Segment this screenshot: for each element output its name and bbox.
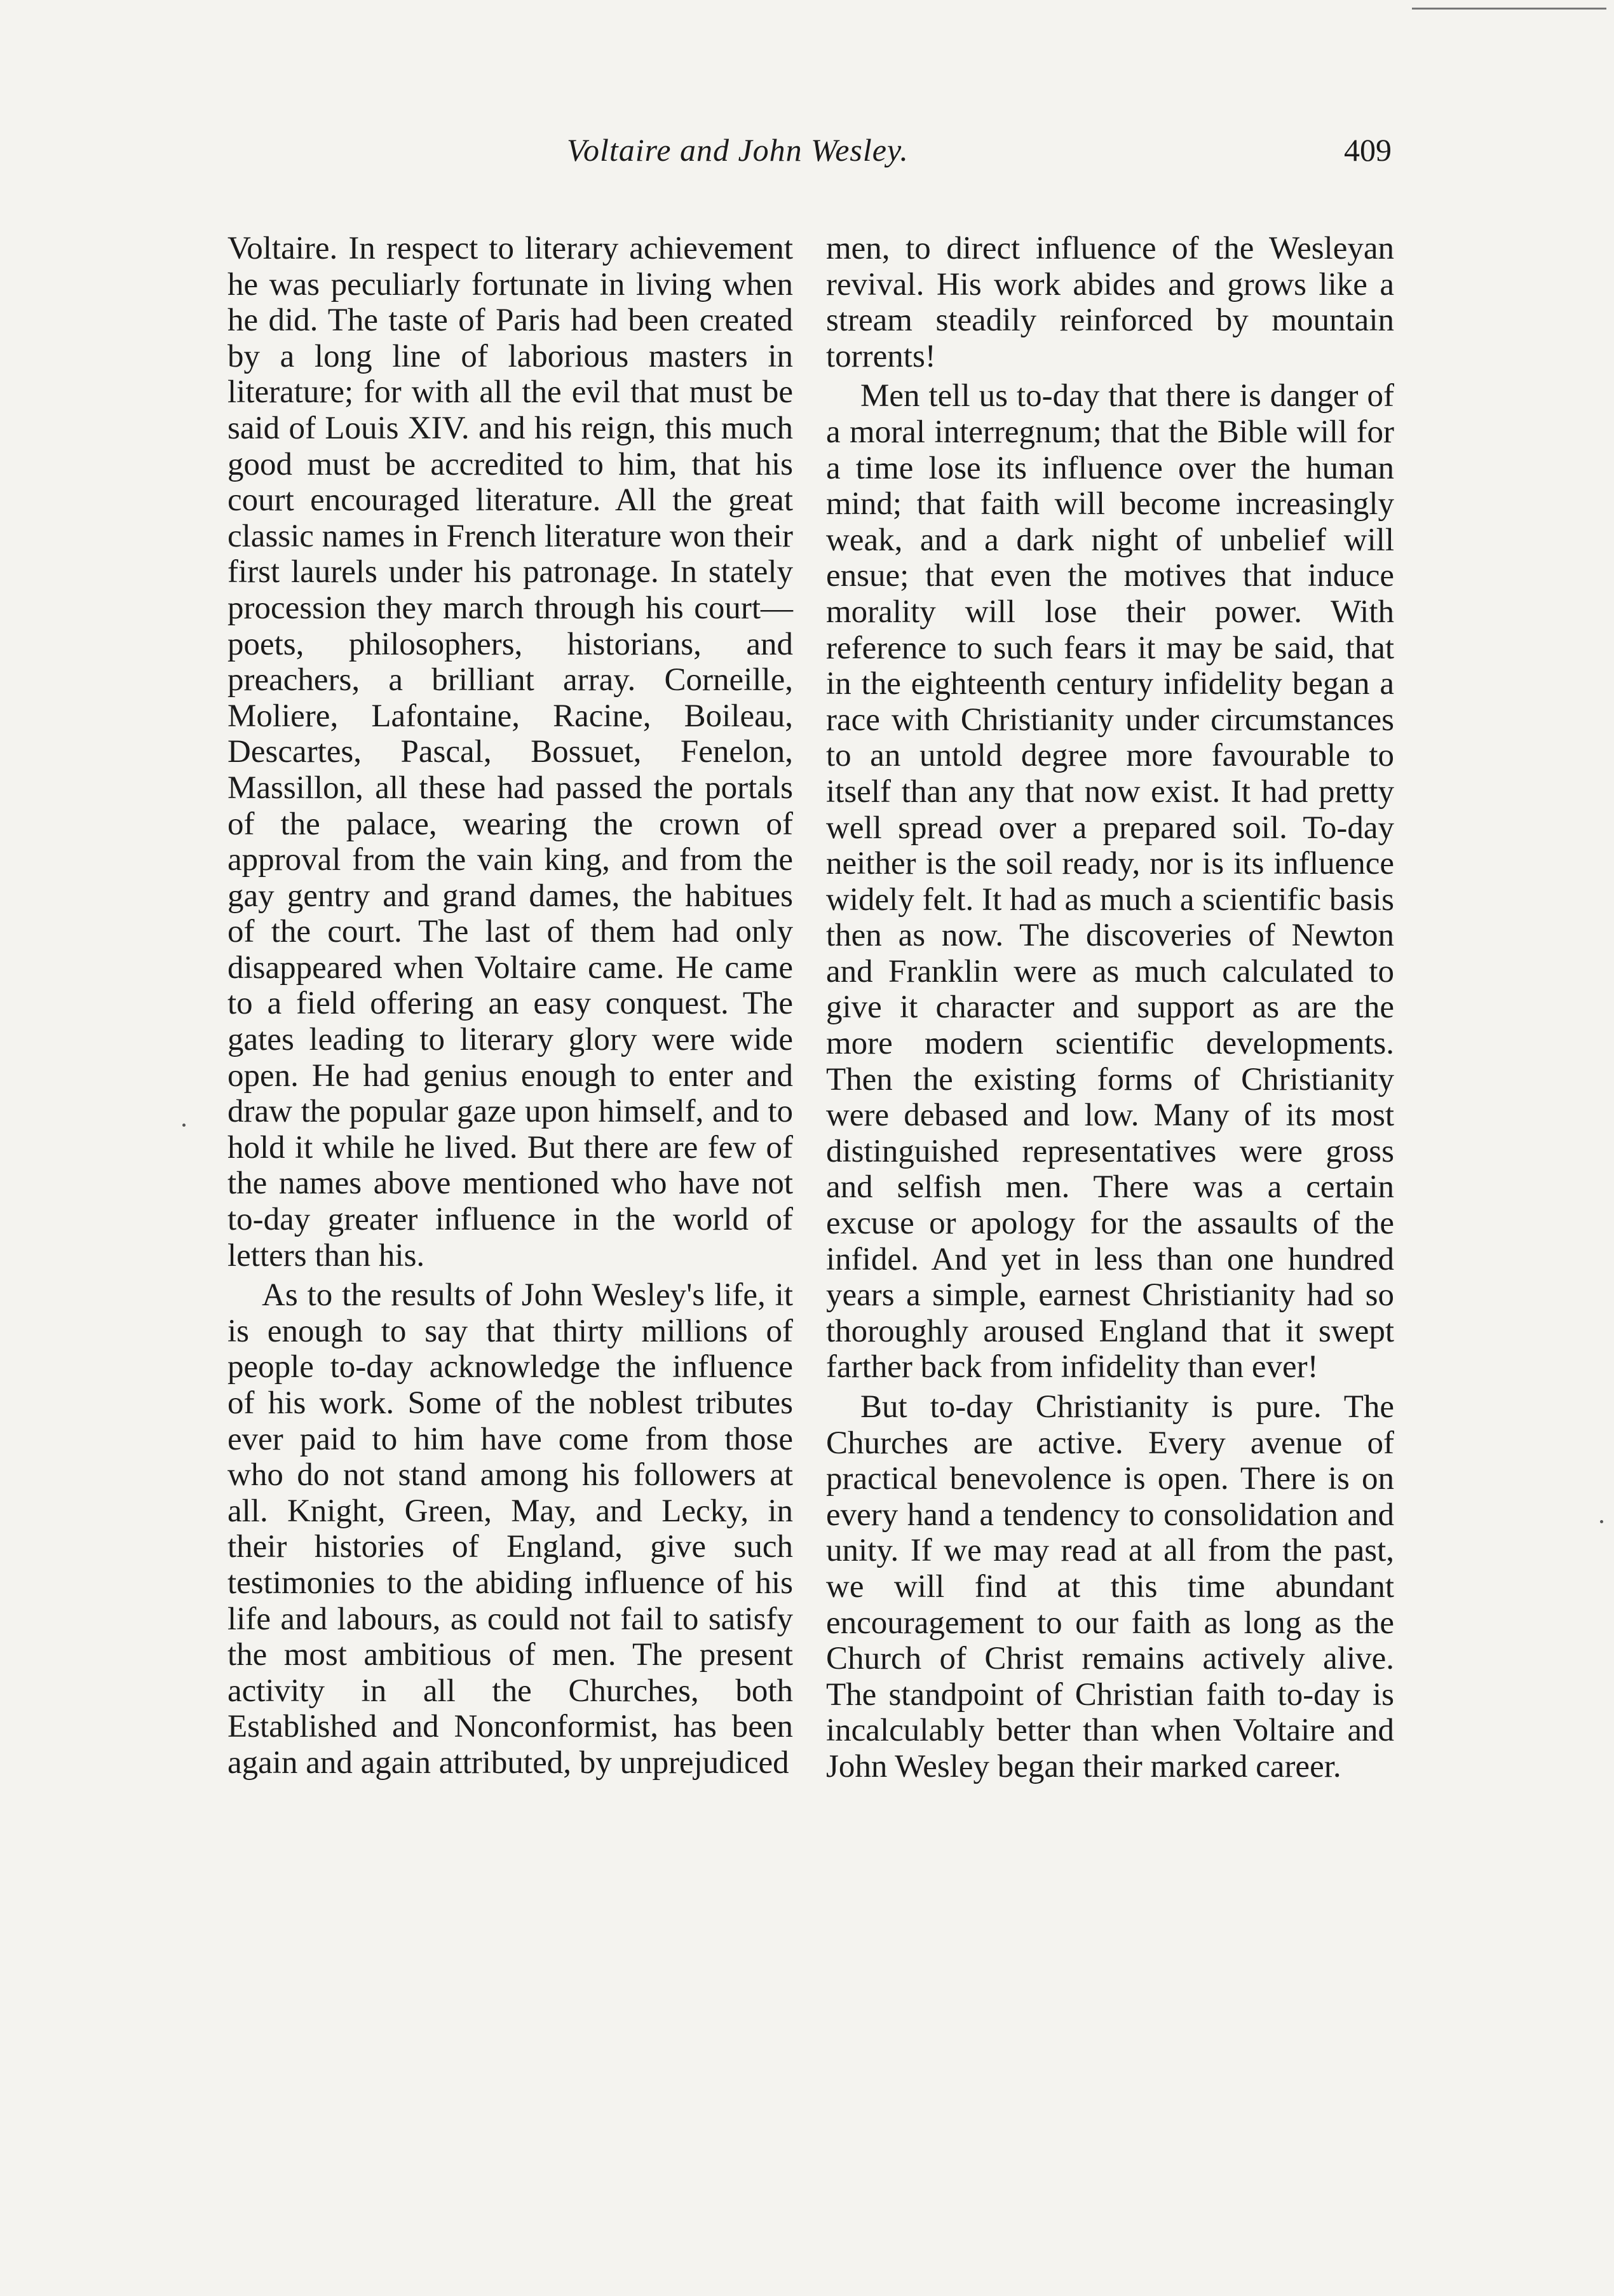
paragraph: Voltaire. In respect to literary achievement he was peculiarly fortunate in living when he did. The taste of Paris had been created by a long line of laborious masters in literature; for with all the evil that must be said of Louis XIV. and his reign, this much good must be accredited to him, that his court encouraged literature. All the great classic names in French literature won their first laurels under his patronage. In stately procession they march through his court—poets, philosophers, historians, and preachers, a brilliant array. Corneille, Moliere, Lafontaine, Racine, Boileau, Descartes, Pascal, Bossuet, Fenelon, Massillon, all these had passed the portals of the palace, wearing the crown of approval from the vain king, and from the gay gentry and grand dames, the habitues of the court. The last of them had only disappeared when Voltaire came. He came to a field offering an easy conquest. The gates leading to literary glory were wide open. He had genius enough to enter and draw the popular gaze upon himself, and to hold it while he lived. But there are few of the names above mentioned who have not to-day greater influence in the world of letters than his. bbox=[227, 231, 793, 1274]
left-column bbox=[227, 231, 793, 1785]
paragraph: As to the results of John Wesley's life, it is enough to say that thirty millions of people to-day acknowledge the influence of his work. Some of the noblest tributes ever paid to him have come from those who do not stand among his followers at all. Knight, Green, May, and Lecky, in their histories of England, give such testimonies to the abiding influence of his life and labours, as could not fail to satisfy the most ambitious of men. The present activity in all the Churches, both Established and Nonconformist, has been again and again attributed, by unprejudiced bbox=[227, 1277, 793, 1781]
running-title: Voltaire and John Wesley. bbox=[567, 132, 909, 168]
margin-speck bbox=[182, 1124, 186, 1127]
top-rule bbox=[1412, 8, 1606, 10]
paragraph: Men tell us to-day that there is danger of a moral interregnum; that the Bible will for a time lose its influence over the human mind; that faith will become increasingly weak, and a dark night of unbelief will ensue; that even the motives that induce morality will lose their power. With reference to such fears it may be said, that in the eighteenth century infidelity began a race with Christianity under circumstances to an untold degree more favourable to itself than any that now exist. It had pretty well spread over a prepared soil. To-day neither is the soil ready, nor is its influence widely felt. It had as much a scientific basis then as now. The discoveries of Newton and Franklin were as much calculated to give it character and support as are the more modern scientific developments. Then the existing forms of Christianity were debased and low. Many of its most distinguished representatives were gross and selfish men. There was a certain excuse or apology for the assaults of the infidel. And yet in less than one hundred years a simple, earnest Christianity had so thoroughly aroused England that it swept farther back from infidelity than ever! bbox=[826, 378, 1394, 1385]
page-number: 409 bbox=[1344, 132, 1392, 168]
paragraph: But to-day Christianity is pure. The Churches are active. Every avenue of practical benevolence is open. There is on every hand a tendency to consolidation and unity. If we may read at all from the past, we will find at this time abundant encouragement to our faith as long as the Church of Christ remains actively alive. The standpoint of Christian faith to-day is incalculably better than when Voltaire and John Wesley began their marked career. bbox=[826, 1389, 1394, 1784]
right-column bbox=[826, 231, 1394, 1789]
paragraph: men, to direct influence of the Wesleyan revival. His work abides and grows like a stream steadily reinforced by mountain torrents! bbox=[826, 231, 1394, 374]
margin-speck bbox=[1600, 1520, 1603, 1523]
running-header bbox=[229, 125, 1392, 175]
